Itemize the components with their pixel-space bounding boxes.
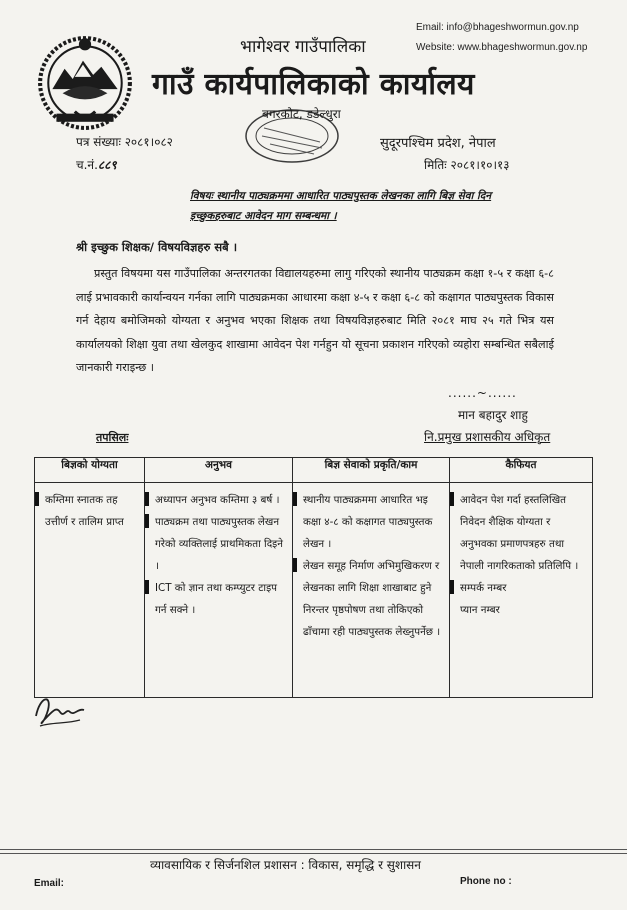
remarks-cell [450, 483, 593, 698]
signatory-title: नि.प्रमुख प्रशासकीय अधिकृत [424, 430, 551, 444]
qualification-cell [35, 483, 145, 698]
email-label: Email: info@bhageshwormun.gov.np [416, 22, 579, 33]
office-name: भागेश्वर गाउँपालिका [240, 37, 366, 57]
list-item: लेखन समूह निर्माण अभिमुखिकरण र लेखनका लागि शिक्षा शाखाबाट हुने निरन्तर पृष्ठपोषण तथा तोकिएको ढाँचामा रही पाठ्यपुस्तक लेख्नुपर्नेछ । [301, 555, 443, 643]
list-item: प्यान नम्बर [460, 604, 500, 616]
table-row [35, 483, 593, 698]
nature-of-work-cell [293, 483, 450, 698]
subject-line-2: इच्छुकहरुबाट आवेदन माग सम्बन्धमा । [190, 210, 337, 222]
footer-divider [0, 853, 627, 854]
list-item: स्थानीय पाठ्यक्रममा आधारित भइ कक्षा ४-८ को कक्षागत पाठ्यपुस्तक लेखन । [301, 489, 443, 555]
subject-line-1: विषयः स्थानीय पाठ्यक्रममा आधारित पाठ्यपुस्तक लेखनका लागि बिज्ञ सेवा दिन [190, 190, 492, 202]
subject [190, 186, 558, 226]
footer-phone-label: Phone no : [460, 876, 512, 887]
dispatch-label: च.नं. [76, 158, 98, 172]
letter-date: मितिः २०८१।१०।१३ [424, 158, 510, 172]
body-paragraph: प्रस्तुत विषयमा यस गाउँपालिका अन्तरगतका विद्यालयहरुमा लागु गरिएको स्थानीय पाठ्यक्रम कक्षा १-५ र कक्षा ६-८ लाई प्रभावकारी कार्यान्वयन गर्नका लागि पाठ्यक्रमका आधारमा कक्षा ४-५ र कक्षा ६-८ को कक्षागत पाठ्यपुस्तक विकास गर्न देहाय बमोजिमको योग्यता र अनुभव भएका शिक्षक तथा विषयविज्ञहरुबाट मिति २०८१ माघ २५ गते भित्र यस कार्यालयको शिक्षा युवा तथा खेलकुद शाखामा आवेदन पेश गर्नहुन यो सूचना प्रकाशन गरिएको व्यहोरा सम्बन्धित सबैलाई जानकारी गराइन्छ । [76, 267, 554, 374]
requirements-table [34, 457, 593, 698]
list-item: पाठ्यक्रम तथा पाठ्यपुस्तक लेखन गरेको व्यक्तिलाई प्राथमिकता दिइने । [153, 511, 286, 577]
header-qualification: बिज्ञको योग्यता [35, 458, 145, 483]
footer-motto: व्यावसायिक र सिर्जनशिल प्रशासन : विकास, समृद्धि र सुशासन [150, 858, 421, 872]
signatory-name: मान बहादुर शाहु [458, 408, 528, 422]
reference-number: पत्र संख्याः २०८१।०८२ [76, 135, 173, 149]
list-item: कम्तिमा स्नातक तह उत्तीर्ण र तालिम प्राप्त [43, 489, 138, 533]
footer-email-label: Email: [34, 878, 65, 889]
experience-cell [145, 483, 293, 698]
details-label: तपसिलः [96, 431, 129, 444]
list-item: आवेदन पेश गर्दा हस्तलिखित निवेदन शैक्षिक योग्यता र अनुभवका प्रमाणपत्रहरु तथा नेपाली नागरिकताको प्रतिलिपि । [458, 489, 586, 577]
website-label: Website: www.bhageshwormun.gov.np [416, 42, 588, 53]
header-nature-of-work: बिज्ञ सेवाको प्रकृति/काम [293, 458, 450, 483]
government-emblem [34, 30, 136, 132]
location-label: बगरकोट, डडेल्धुरा [262, 107, 341, 121]
dispatch-number [76, 156, 117, 173]
table-header-row [35, 458, 593, 483]
list-item: ICT को ज्ञान तथा कम्प्युटर टाइप गर्न सक्ने । [153, 577, 286, 621]
salutation: श्री इच्छुक शिक्षक/ विषयविज्ञहरु सबै । [76, 240, 238, 254]
handwritten-initials [30, 686, 90, 736]
signature-mark: ......~...... [448, 386, 517, 400]
dispatch-value: ८८९ [97, 158, 117, 172]
office-title: गाउँ कार्यपालिकाको कार्यालय [152, 67, 475, 102]
list-item: सम्पर्क नम्बर [458, 577, 586, 599]
list-item: अध्यापन अनुभव कम्तिमा ३ बर्ष । [153, 489, 286, 511]
header-remarks: कैफियत [450, 458, 593, 483]
footer-divider [0, 849, 627, 850]
header-experience: अनुभव [145, 458, 293, 483]
province-label: सुदूरपश्चिम प्रदेश, नेपाल [380, 136, 496, 151]
